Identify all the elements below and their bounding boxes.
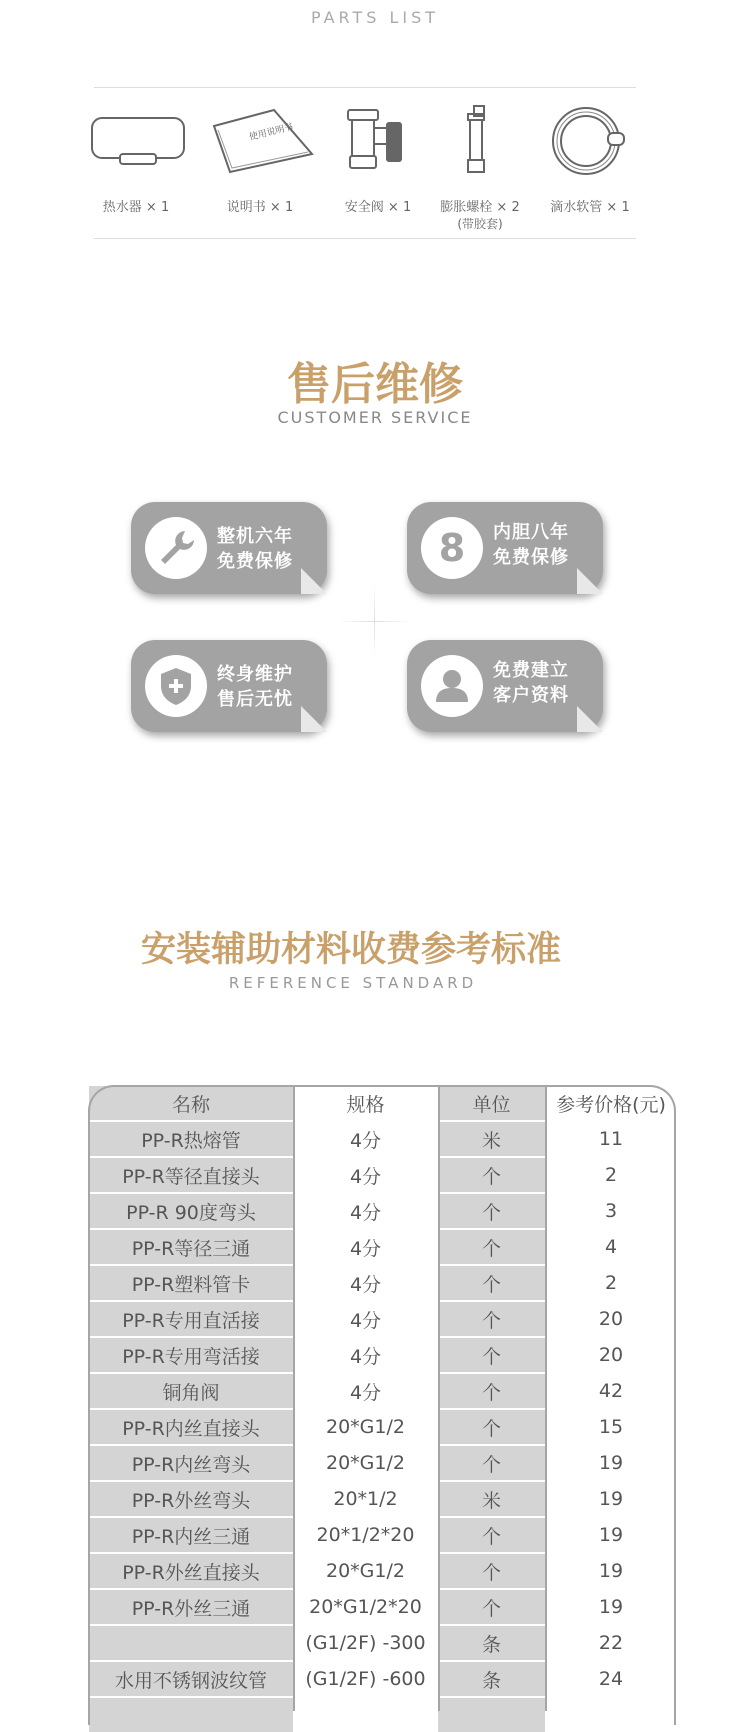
table-row — [89, 1481, 677, 1517]
table-cell: 4分 — [293, 1265, 438, 1301]
table-cell — [293, 1697, 438, 1732]
table-cell: 铜角阀 — [89, 1373, 293, 1409]
manual-cover-text: 使用说明书 — [248, 122, 295, 143]
service-badge-eight-year-tank — [407, 502, 603, 594]
part-label-expansion-bolt: 膨胀螺栓 × 2 — [440, 200, 520, 215]
table-row — [89, 1661, 677, 1697]
expansion-bolt-icon — [460, 104, 492, 176]
table-cell: 22 — [545, 1625, 677, 1661]
table-cell: 个 — [438, 1301, 545, 1337]
badge-line1: 免费建立 — [493, 660, 569, 681]
table-header-cell: 规格 — [293, 1086, 438, 1121]
table-cell — [545, 1697, 677, 1732]
table-cell: 个 — [438, 1373, 545, 1409]
table-header-cell: 名称 — [89, 1086, 293, 1121]
table-column-divider — [545, 1086, 547, 1711]
badge-line2: 免费保修 — [217, 551, 293, 572]
table-cell: 个 — [438, 1265, 545, 1301]
table-row — [89, 1517, 677, 1553]
part-sublabel-expansion-bolt: (带胶套) — [457, 217, 503, 231]
table-header-row — [89, 1086, 677, 1121]
table-cell: 19 — [545, 1445, 677, 1481]
table-cell: 19 — [545, 1481, 677, 1517]
table-cell: 15 — [545, 1409, 677, 1445]
table-cell: 20*1/2*20 — [293, 1517, 438, 1553]
table-cell: 个 — [438, 1517, 545, 1553]
table-cell — [438, 1697, 545, 1732]
table-cell: 4分 — [293, 1373, 438, 1409]
table-row — [89, 1697, 677, 1732]
page-fold-corner — [301, 568, 327, 594]
table-cell: PP-R热熔管 — [89, 1121, 293, 1157]
table-cell: 水用不锈钢波纹管 — [89, 1661, 293, 1697]
table-cell: 4分 — [293, 1193, 438, 1229]
reference-price-table-body — [89, 1086, 677, 1732]
table-cell: (G1/2F) -300 — [293, 1625, 438, 1661]
table-cell: 4分 — [293, 1157, 438, 1193]
parts-list-title: PARTS LIST — [310, 8, 440, 27]
page-fold-corner — [577, 706, 603, 732]
table-cell: PP-R内丝直接头 — [89, 1409, 293, 1445]
table-cell: PP-R专用弯活接 — [89, 1337, 293, 1373]
table-cell: 个 — [438, 1409, 545, 1445]
table-cell: 2 — [545, 1265, 677, 1301]
table-cell: (G1/2F) -600 — [293, 1661, 438, 1697]
part-label-drain-hose: 滴水软管 × 1 — [550, 200, 630, 215]
table-cell: 19 — [545, 1553, 677, 1589]
table-cell: 42 — [545, 1373, 677, 1409]
table-cell: PP-R专用直活接 — [89, 1301, 293, 1337]
table-cell: 20 — [545, 1301, 677, 1337]
table-cell: 2 — [545, 1157, 677, 1193]
table-row — [89, 1193, 677, 1229]
table-cell: 20*1/2 — [293, 1481, 438, 1517]
table-cell: 19 — [545, 1589, 677, 1625]
table-column-divider — [293, 1086, 295, 1711]
table-cell: 20*G1/2 — [293, 1445, 438, 1481]
table-cell: PP-R外丝直接头 — [89, 1553, 293, 1589]
table-row — [89, 1121, 677, 1157]
table-row — [89, 1625, 677, 1661]
part-label-water-heater: 热水器 × 1 — [102, 200, 170, 215]
table-cell: PP-R内丝三通 — [89, 1517, 293, 1553]
table-row — [89, 1157, 677, 1193]
table-cell: 4分 — [293, 1121, 438, 1157]
table-cell: 19 — [545, 1517, 677, 1553]
table-cell: PP-R 90度弯头 — [89, 1193, 293, 1229]
table-cell: 11 — [545, 1121, 677, 1157]
table-row — [89, 1229, 677, 1265]
standard-title-cn: 安装辅助材料收费参考标准 — [140, 930, 561, 970]
table-row — [89, 1589, 677, 1625]
wrench-icon — [145, 517, 207, 579]
table-cell: 个 — [438, 1157, 545, 1193]
service-badge-customer-records — [407, 640, 603, 732]
service-title-en: CUSTOMER SERVICE — [277, 408, 473, 427]
table-cell: PP-R等径三通 — [89, 1229, 293, 1265]
reference-price-table — [89, 1086, 677, 1732]
table-cell: 24 — [545, 1661, 677, 1697]
table-cell: 条 — [438, 1625, 545, 1661]
page-fold-corner — [301, 706, 327, 732]
table-row — [89, 1445, 677, 1481]
table-row — [89, 1301, 677, 1337]
table-row — [89, 1265, 677, 1301]
parts-bottom-divider — [94, 238, 636, 239]
table-header-cell: 参考价格(元) — [545, 1086, 677, 1121]
service-title-cn: 售后维修 — [287, 359, 463, 410]
table-cell: 个 — [438, 1229, 545, 1265]
table-cell — [89, 1697, 293, 1732]
table-cell: 米 — [438, 1121, 545, 1157]
table-cell: 条 — [438, 1661, 545, 1697]
part-label-safety-valve: 安全阀 × 1 — [344, 200, 412, 215]
table-cell: 20 — [545, 1337, 677, 1373]
user-icon — [421, 655, 483, 717]
table-cell: PP-R外丝弯头 — [89, 1481, 293, 1517]
table-cell: 20*G1/2*20 — [293, 1589, 438, 1625]
table-row — [89, 1337, 677, 1373]
table-cell: PP-R塑料管卡 — [89, 1265, 293, 1301]
badge-line1: 终身维护 — [217, 664, 293, 685]
table-cell: 个 — [438, 1337, 545, 1373]
badge-line2: 售后无忧 — [217, 689, 293, 710]
page-fold-corner — [577, 568, 603, 594]
table-cell: 20*G1/2 — [293, 1409, 438, 1445]
badge-line2: 免费保修 — [493, 547, 569, 568]
table-cell: 个 — [438, 1445, 545, 1481]
table-cell: PP-R内丝弯头 — [89, 1445, 293, 1481]
table-cell: 4 — [545, 1229, 677, 1265]
table-row — [89, 1409, 677, 1445]
table-cell: 米 — [438, 1481, 545, 1517]
drain-hose-icon — [550, 105, 628, 177]
water-heater-icon — [90, 116, 186, 168]
table-cell: 4分 — [293, 1301, 438, 1337]
table-cell: PP-R外丝三通 — [89, 1589, 293, 1625]
shield-plus-icon — [145, 655, 207, 717]
service-badge-six-year-warranty — [131, 502, 327, 594]
number-8-icon — [421, 517, 483, 579]
table-cell: 3 — [545, 1193, 677, 1229]
manual-icon — [210, 106, 316, 176]
table-cell: 个 — [438, 1553, 545, 1589]
table-cell: 个 — [438, 1589, 545, 1625]
standard-title-en: REFERENCE STANDARD — [228, 974, 478, 992]
decorative-cross-horizontal — [338, 621, 410, 622]
badge-line1: 内胆八年 — [493, 522, 569, 543]
table-cell — [89, 1625, 293, 1661]
part-label-manual: 说明书 × 1 — [226, 200, 294, 215]
table-header-cell: 单位 — [438, 1086, 545, 1121]
service-badge-lifetime-maintenance — [131, 640, 327, 732]
table-cell: PP-R等径直接头 — [89, 1157, 293, 1193]
safety-valve-icon — [344, 106, 412, 174]
badge-line2: 客户资料 — [493, 685, 569, 706]
badge-line1: 整机六年 — [217, 526, 293, 547]
table-cell: 个 — [438, 1193, 545, 1229]
number-8-glyph: 8 — [438, 526, 466, 570]
table-cell: 4分 — [293, 1337, 438, 1373]
table-row — [89, 1553, 677, 1589]
table-cell: 4分 — [293, 1229, 438, 1265]
table-cell: 20*G1/2 — [293, 1553, 438, 1589]
parts-top-divider — [94, 87, 636, 88]
table-column-divider — [438, 1086, 440, 1711]
table-row — [89, 1373, 677, 1409]
